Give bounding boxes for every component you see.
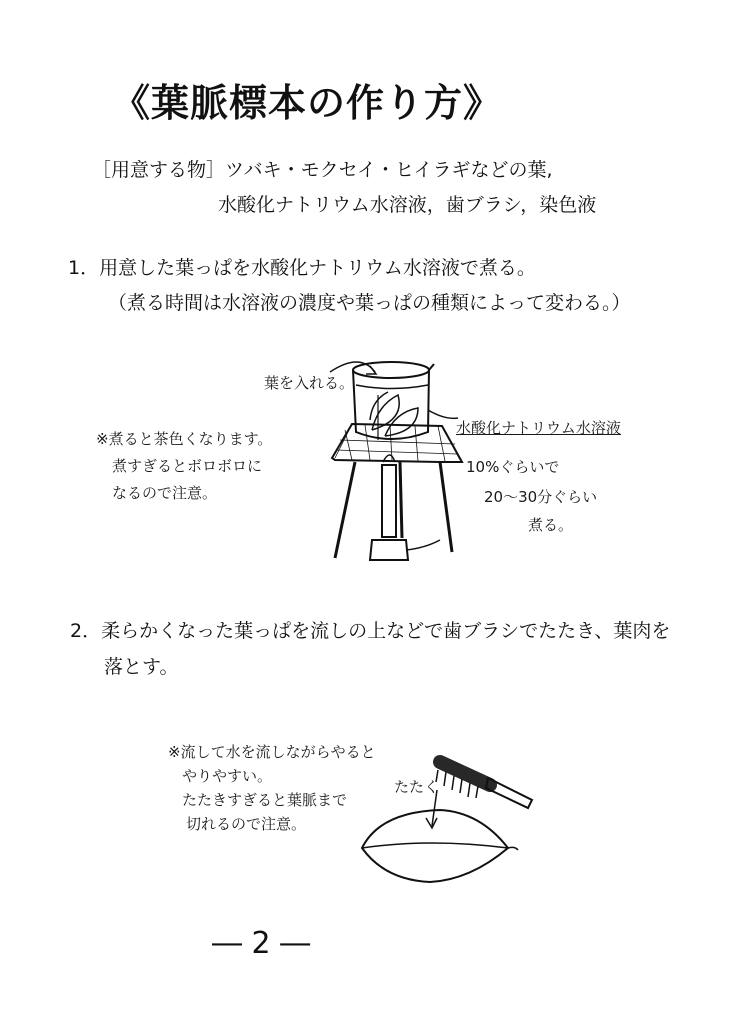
label-solution: 水酸化ナトリウム水溶液 [456,419,621,437]
note-line: ※煮ると茶色くなります。 [96,430,273,448]
materials-line-2: 水酸化ナトリウム水溶液，歯ブラシ，染色液 [218,194,597,216]
step-2-text-cont: 落とす。 [104,656,179,678]
step-1-note: （煮る時間は水溶液の濃度や葉っぱの種類によって変わる。） [108,292,631,314]
figure-2-tip-note [168,740,376,836]
label-duration: 20〜30分ぐらい [484,488,598,506]
materials-line-1: ［用意する物］ツバキ・モクセイ・ヒイラギなどの葉, [92,159,553,181]
label-put-leaf: 葉を入れる。 [264,374,355,392]
step-1-text: 1．用意した葉っぱを水酸化ナトリウム水溶液で煮る。 [68,257,536,279]
note-line: 煮すぎるとボロボロに [112,457,263,475]
page-number: ― 2 ― [212,926,311,961]
note-line: たたきすぎると葉脈まで [182,791,348,809]
step-2-text: 2．柔らかくなった葉っぱを流しの上などで歯ブラシでたたき、葉肉を [70,620,671,642]
note-line: 切れるので注意。 [186,815,307,833]
note-line: やりやすい。 [182,767,273,785]
note-line: なるので注意。 [112,484,218,502]
note-line: ※流して水を流しながらやると [168,743,376,761]
figure-1-caution-note [96,426,272,507]
label-tap: たたく [394,778,440,796]
page-title: 《葉脈標本の作り方》 [112,81,503,125]
label-concentration: 10%ぐらいで [466,458,560,476]
label-boil: 煮る。 [528,516,574,534]
